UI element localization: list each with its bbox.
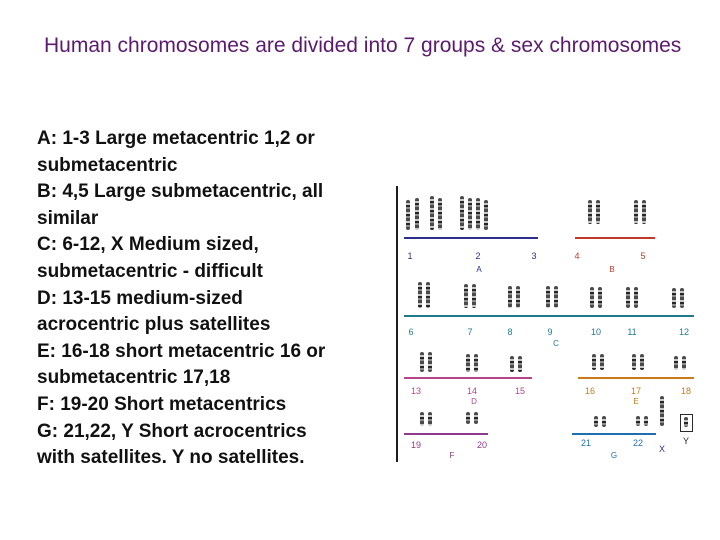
- chromosome-number: 17: [630, 386, 642, 396]
- description-line: submetacentric 17,18: [37, 367, 231, 389]
- chromosome: [508, 286, 512, 308]
- description-line: A: 1-3 Large metacentric 1,2 or: [37, 128, 315, 149]
- chromosome-number: 20: [476, 440, 488, 450]
- chromosome-number: 11: [627, 327, 637, 337]
- chromosome: [430, 196, 434, 230]
- chromosome: [640, 354, 644, 370]
- chromosome: [660, 396, 664, 426]
- group-label: F: [449, 451, 455, 460]
- chromosome: [438, 198, 442, 230]
- chromosome-number: Y: [682, 436, 690, 446]
- chromosome-number: 10: [590, 327, 602, 337]
- group-label: C: [553, 339, 559, 348]
- chromosome-number: 3: [531, 251, 537, 261]
- chromosome-number: 6: [408, 327, 414, 337]
- chromosome-number: 9: [547, 327, 553, 337]
- chromosome-number: 7: [467, 327, 473, 337]
- chromosome: [590, 287, 594, 308]
- chromosome-number: 16: [584, 386, 596, 396]
- chromosome: [672, 288, 676, 308]
- group-c-bracket: [404, 315, 694, 317]
- chromosome: [546, 286, 550, 308]
- chromosome-number: 22: [632, 438, 644, 448]
- chromosome: [426, 282, 430, 308]
- chromosome-number: 15: [514, 386, 526, 396]
- description-line: submetacentric: [37, 154, 178, 176]
- chromosome: [468, 198, 472, 230]
- description-line: similar: [37, 207, 99, 229]
- chromosome: [602, 416, 606, 427]
- description-line: submetacentric - difficult: [37, 260, 263, 282]
- chromosome: [594, 416, 598, 427]
- description-line: with satellites. Y no satellites.: [37, 447, 305, 469]
- group-label: E: [633, 397, 639, 406]
- chromosome-number: 5: [640, 251, 646, 261]
- description-line: G: 21,22, Y Short acrocentrics: [37, 420, 307, 442]
- chromosome: [415, 198, 419, 230]
- group-label: B: [609, 265, 615, 274]
- chromosome-number: X: [658, 444, 666, 454]
- chromosome: [510, 356, 514, 372]
- chromosome-number: 12: [678, 327, 690, 337]
- description-line: C: 6-12, X Medium sized,: [37, 234, 259, 256]
- chromosome: [472, 284, 476, 308]
- chromosome: [484, 200, 488, 230]
- chromosome: [466, 412, 470, 424]
- chromosome: [464, 284, 468, 308]
- chromosome: [684, 417, 688, 427]
- chromosome-number: 21: [580, 438, 592, 448]
- slide-title: Human chromosomes are divided into 7 groups & sex chromosomes: [44, 34, 682, 57]
- chromosome-number: 14: [466, 386, 478, 396]
- chromosome: [474, 412, 478, 424]
- chromosome: [636, 416, 640, 426]
- group-label: D: [471, 397, 477, 406]
- chromosome: [600, 354, 604, 370]
- chromosome: [516, 286, 520, 308]
- group-descriptions: [37, 126, 382, 472]
- chromosome: [406, 200, 410, 230]
- chromosome: [588, 200, 592, 224]
- description-line: F: 19-20 Short metacentrics: [37, 393, 287, 415]
- chromosome: [428, 412, 432, 426]
- chromosome: [598, 287, 602, 308]
- chromosome: [466, 354, 470, 372]
- chromosome: [634, 200, 638, 224]
- group-label: G: [610, 451, 618, 460]
- karyotype-figure: [396, 186, 702, 464]
- chromosome-number: 4: [574, 251, 580, 261]
- chromosome: [592, 354, 596, 370]
- chromosome: [596, 200, 600, 224]
- chromosome: [474, 354, 478, 372]
- chromosome: [632, 354, 636, 370]
- chromosome: [518, 356, 522, 372]
- group-g-bracket: [572, 433, 656, 435]
- chromosome: [418, 282, 422, 308]
- chromosome-number: 1: [407, 251, 413, 261]
- chromosome-number: 13: [410, 386, 422, 396]
- description-line: E: 16-18 short metacentric 16 or: [37, 340, 326, 362]
- chromosome: [460, 196, 464, 230]
- group-f-bracket: [404, 433, 488, 435]
- description-line: B: 4,5 Large submetacentric, all: [37, 181, 324, 203]
- chromosome-number: 19: [410, 440, 422, 450]
- chromosome: [644, 416, 648, 426]
- description-line: D: 13-15 medium-sized: [37, 287, 243, 309]
- chromosome-number: 8: [507, 327, 513, 337]
- description-line: acrocentric plus satellites: [37, 314, 271, 336]
- chromosome: [428, 352, 432, 372]
- chromosome: [682, 356, 686, 370]
- chromosome-number: 18: [680, 386, 692, 396]
- chromosome: [420, 352, 424, 372]
- chromosome: [476, 198, 480, 230]
- chromosome-number: 2: [475, 251, 481, 261]
- group-b-bracket: [575, 237, 655, 239]
- chromosome: [680, 288, 684, 308]
- group-d-bracket: [404, 377, 532, 379]
- chromosome: [626, 287, 630, 308]
- chromosome: [674, 356, 678, 370]
- group-a-bracket: [404, 237, 538, 239]
- chromosome: [554, 286, 558, 308]
- group-label: A: [476, 265, 482, 274]
- group-e-bracket: [578, 377, 694, 379]
- chromosome: [634, 287, 638, 308]
- chromosome: [420, 412, 424, 426]
- karyotype-axis: [396, 186, 398, 462]
- chromosome: [642, 200, 646, 224]
